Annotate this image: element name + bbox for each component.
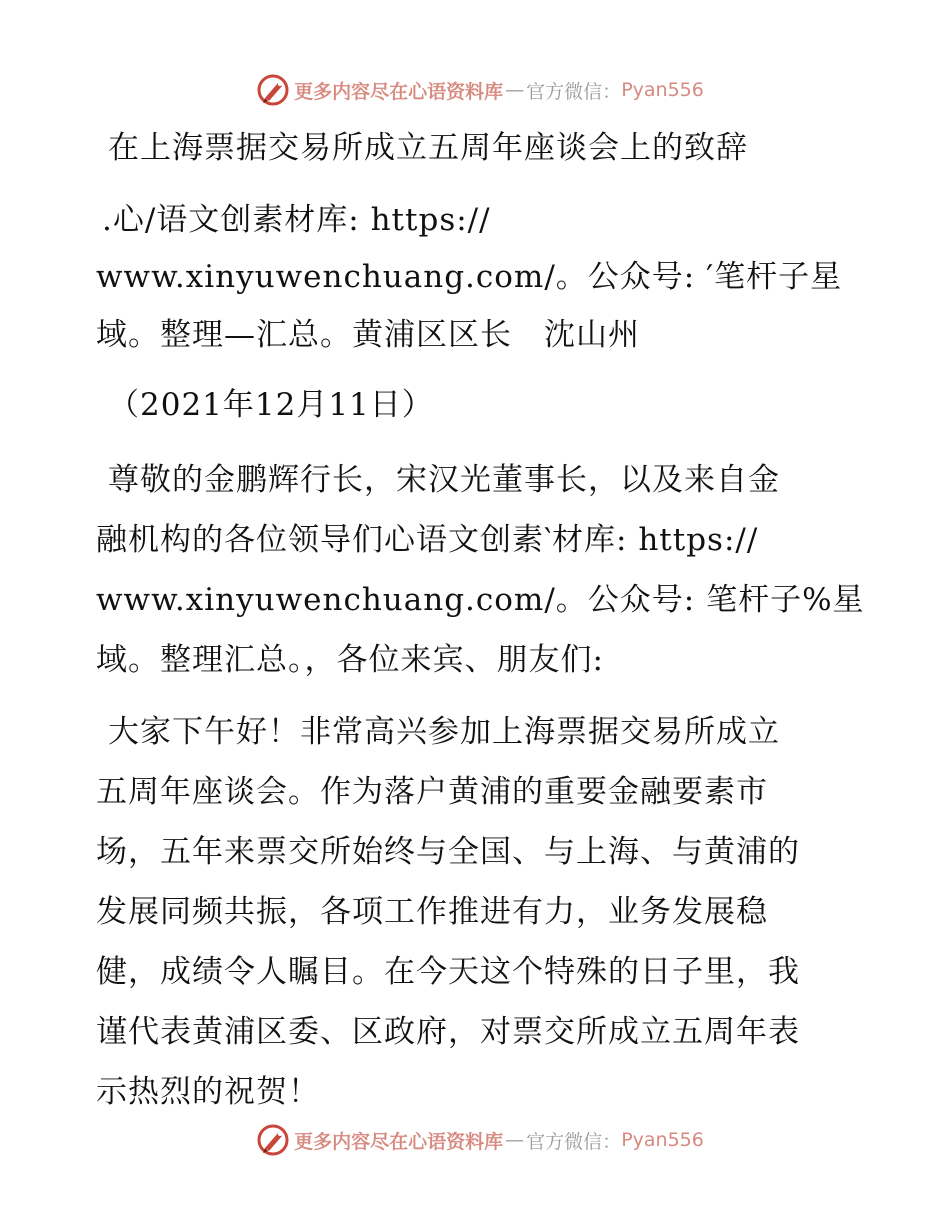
body-line: 场，五年来票交所始终与全国、与上海、与黄浦的 xyxy=(96,834,800,870)
banner-official-label: 官方微信： xyxy=(526,80,622,103)
header-banner xyxy=(0,70,950,110)
banner-official-label: 官方微信： xyxy=(526,1130,622,1153)
salutation-line: 域。整理汇总。，各位来宾、朋友们: xyxy=(96,642,604,678)
banner-content xyxy=(256,1123,704,1157)
banner-separator: — xyxy=(505,1129,525,1151)
body-line: 健，成绩令人瞩目。在今天这个特殊的日子里，我 xyxy=(96,954,800,990)
body-line: 谨代表黄浦区委、区政府，对票交所成立五周年表 xyxy=(96,1014,800,1050)
salutation-line: www.xinyuwenchuang.com/。公众号: 笔杆子%星 xyxy=(96,582,865,618)
body-line: 发展同频共振，各项工作推进有力，业务发展稳 xyxy=(96,894,768,930)
document-date: （2021年12月11日） xyxy=(108,387,434,423)
spacer xyxy=(96,176,866,186)
source-line: 域。整理—汇总。黄浦区区长 沈山州 xyxy=(96,317,640,353)
banner-slogan: 更多内容尽在心语资料库 xyxy=(294,80,504,103)
body-line: 五周年座谈会。作为落户黄浦的重要金融要素市 xyxy=(96,774,768,810)
banner-slogan: 更多内容尽在心语资料库 xyxy=(294,1130,504,1153)
document-title: 在上海票据交易所成立五周年座谈会上的致辞 xyxy=(108,130,748,166)
banner-content xyxy=(256,73,704,107)
pen-logo-icon xyxy=(256,1123,290,1157)
body-line: 大家下午好！非常高兴参加上海票据交易所成立 xyxy=(108,714,780,750)
salutation-line: 融机构的各位领导们心语文创素‵材库: https:// xyxy=(96,522,759,558)
pen-logo-icon xyxy=(256,73,290,107)
footer-banner xyxy=(0,1120,950,1160)
document-body xyxy=(96,120,866,1122)
body-line: 示热烈的祝贺！ xyxy=(96,1074,320,1110)
salutation-line: 尊敬的金鹏辉行长，宋汉光董事长，以及来自金 xyxy=(108,462,780,498)
source-line: .心/语文创素材库: https:// xyxy=(102,202,491,238)
banner-separator: — xyxy=(505,79,525,101)
source-line: www.xinyuwenchuang.com/。公众号: ′笔杆子星 xyxy=(96,259,843,295)
banner-wechat-id: Pyan556 xyxy=(621,1129,704,1151)
banner-wechat-id: Pyan556 xyxy=(621,79,704,101)
